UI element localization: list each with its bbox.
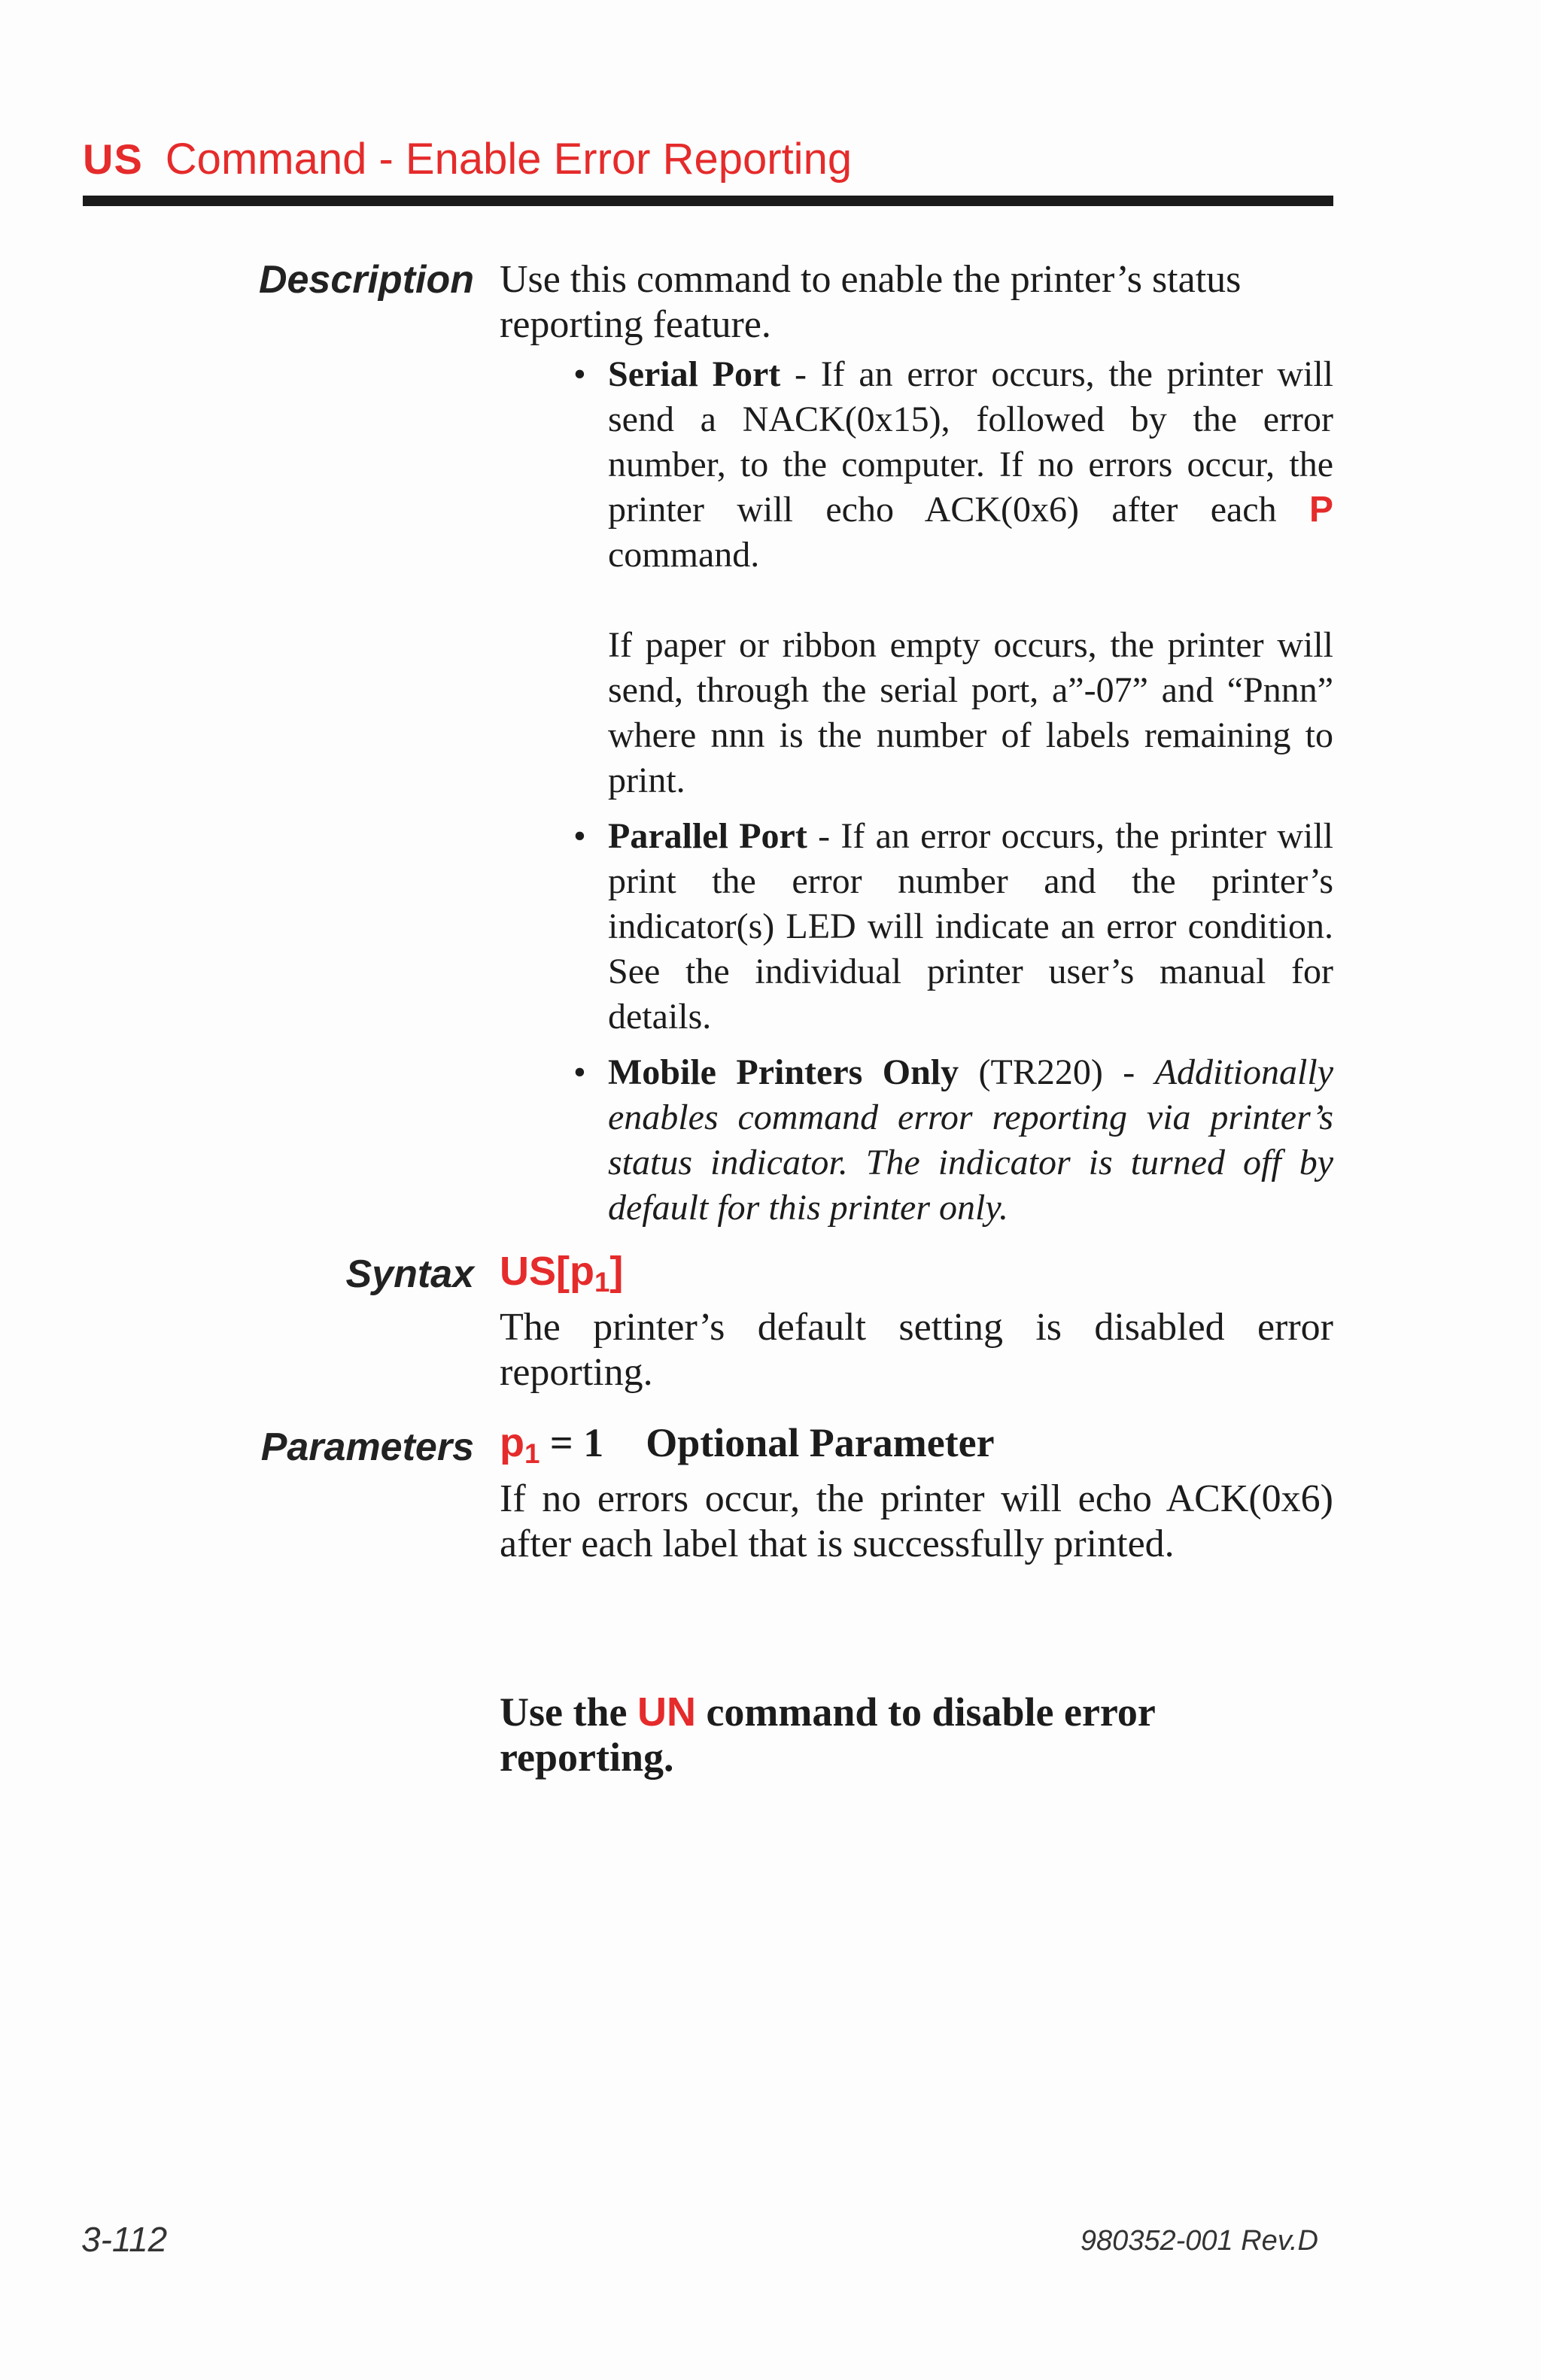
bullet-dot-icon: • (573, 1052, 586, 1092)
bullet-mobile-printers (573, 1050, 1333, 1231)
description-text: Use this command to enable the printer’s status reporting feature. (500, 258, 1242, 346)
syntax-text: The printer’s default setting is disabled error reporting. (500, 1306, 1333, 1395)
bullet-text: - If an error occurs, the printer will send a NACK(0x15), followed by the error number, to the computer. If no errors occur, the printer will echo ACK(0x6) after each (608, 354, 1333, 530)
note-command: UN (637, 1689, 696, 1735)
bullet-text-after: command. (608, 535, 760, 575)
syntax-label: Syntax (345, 1252, 474, 1296)
parameter-name: $p_1$ (500, 1420, 540, 1470)
parameter-heading: Optional Parameter (646, 1420, 995, 1465)
bullet-code: P (1308, 490, 1333, 530)
description-bullets (573, 352, 1333, 1231)
parameter-value: = 1 (540, 1420, 604, 1465)
bullet-text: - If an error occurs, the printer will print the error number and the printer’s indicator(s) LED will indicate an error condition. See the individual printer user’s manual for details. (608, 816, 1334, 1037)
bullet-extra-paragraph: If paper or ribbon empty occurs, the printer will send, through the serial port, a”-07” and “Pnnn” where nnn is the number of labels remaining to print. (608, 625, 1333, 800)
syntax-block (500, 1249, 1333, 1395)
heading-rule (83, 196, 1333, 206)
section-title: Command - Enable Error Reporting (165, 135, 853, 184)
bullet-dot-icon: • (573, 816, 586, 856)
bullet-italic-text: Additionally enables command error reporting via printer’s status indicator. The indicator is turned off by default for this printer only. (608, 1052, 1333, 1228)
parameters-label: Parameters (260, 1425, 474, 1469)
bullet-model: (TR220) - (959, 1052, 1155, 1092)
bullet-title: Serial Port (608, 354, 781, 394)
document-number: 980352-001 Rev.D (1080, 2225, 1318, 2257)
disable-note: Use the UN command to disable error reporting. (500, 1689, 1155, 1780)
parameters-block (500, 1420, 1333, 1567)
bullet-serial-port (573, 352, 1333, 803)
bullet-title: Mobile Printers Only (608, 1052, 959, 1092)
bullet-title: Parallel Port (608, 816, 807, 856)
command-name: US (83, 135, 143, 183)
parameter-line (500, 1420, 1333, 1477)
parameter-text: If no errors occur, the printer will echo ACK(0x6) after each label that is successfully printed. (500, 1477, 1333, 1566)
description-label: Description (258, 258, 474, 302)
bullet-parallel-port (573, 814, 1333, 1040)
section-heading (83, 134, 1332, 184)
bullet-dot-icon: • (573, 354, 586, 394)
syntax-command: $US[p_1]$ (500, 1249, 624, 1298)
page-number: 3-112 (81, 2220, 168, 2259)
